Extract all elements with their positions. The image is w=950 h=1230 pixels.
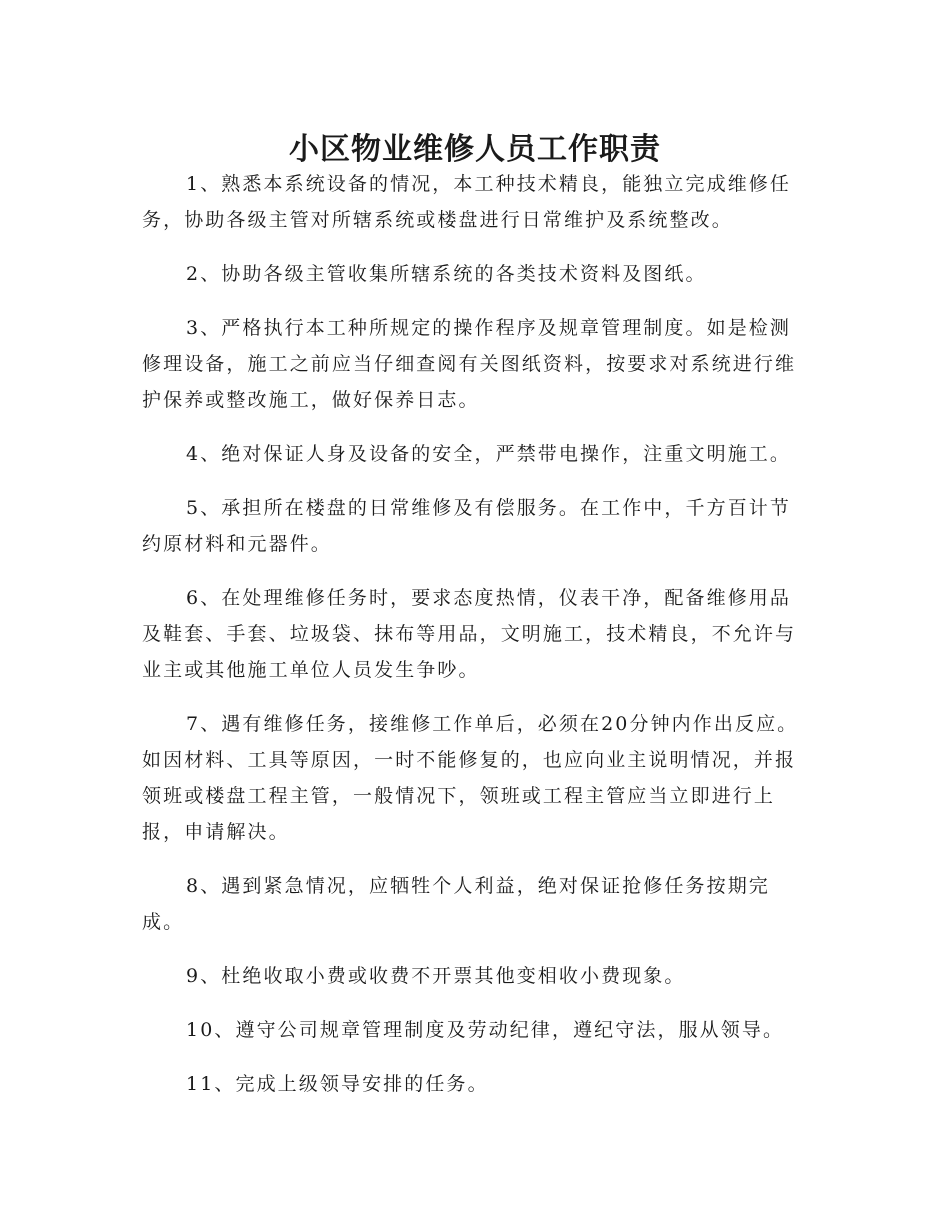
paragraph-11: 11、完成上级领导安排的任务。 (186, 1073, 489, 1095)
paragraph-4: 4、绝对保证人身及设备的安全，严禁带电操作，注重文明施工。 (186, 443, 791, 465)
paragraph-3: 3、严格执行本工种所规定的操作程序及规章管理制度。如是检测修理设备，施工之前应当仔细查阅有关图纸资料，按要求对系统进行维护保养或整改施工，做好保养日志。 (142, 317, 797, 411)
paragraph-1: 1、熟悉本系统设备的情况，本工种技术精良，能独立完成维修任务，协助各级主管对所辖系统或楼盘进行日常维护及系统整改。 (142, 173, 791, 231)
paragraph-8: 8、遇到紧急情况，应牺牲个人利益，绝对保证抢修任务按期完成。 (142, 875, 770, 933)
paragraph-9: 9、杜绝收取小费或收费不开票其他变相收小费现象。 (186, 965, 686, 987)
paragraph-7: 7、遇有维修任务，接维修工作单后，必须在20分钟内作出反应。如因材料、工具等原因，一时不能修复的，也应向业主说明情况，并报领班或楼盘工程主管，一般情况下，领班或工程主管应当立即进行上报，申请解决。 (142, 713, 799, 843)
paragraph-6: 6、在处理维修任务时，要求态度热情，仪表干净，配备维修用品及鞋套、手套、垃圾袋、抹布等用品，文明施工，技术精良，不允许与业主或其他施工单位人员发生争吵。 (142, 587, 797, 681)
document-body (142, 166, 810, 1120)
paragraph-5: 5、承担所在楼盘的日常维修及有偿服务。在工作中，千方百计节约原材料和元器件。 (142, 497, 791, 555)
document-title: 小区物业维修人员工作职责 (289, 132, 661, 168)
paragraph-2: 2、协助各级主管收集所辖系统的各类技术资料及图纸。 (186, 263, 707, 285)
paragraph-10: 10、遵守公司规章管理制度及劳动纪律，遵纪守法，服从领导。 (186, 1019, 785, 1041)
